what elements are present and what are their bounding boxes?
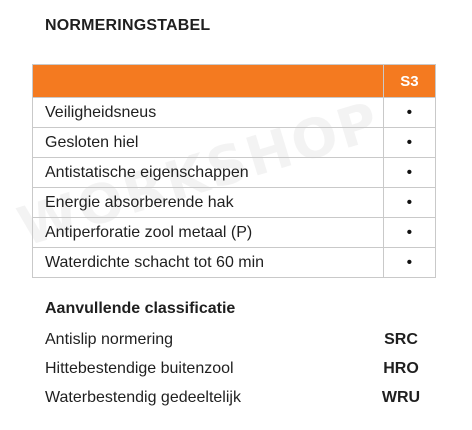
list-item	[45, 389, 435, 418]
item-label: Hittebestendige buitenzool	[45, 360, 234, 377]
additional-list	[45, 331, 435, 418]
row-mark: •	[383, 248, 435, 278]
list-item	[45, 331, 435, 360]
table-header-row	[33, 65, 436, 98]
table-row	[33, 218, 436, 248]
row-mark: •	[383, 158, 435, 188]
table-row	[33, 98, 436, 128]
row-label: Antistatische eigenschappen	[33, 158, 384, 188]
row-mark: •	[383, 98, 435, 128]
table-header-s3: S3	[383, 65, 435, 98]
item-code: HRO	[383, 360, 419, 377]
row-label: Waterdichte schacht tot 60 min	[33, 248, 384, 278]
item-code: SRC	[384, 331, 418, 348]
row-mark: •	[383, 188, 435, 218]
item-label: Waterbestendig gedeeltelijk	[45, 389, 241, 406]
table-row	[33, 128, 436, 158]
item-code: WRU	[381, 389, 421, 406]
table-row	[33, 158, 436, 188]
table-title: NORMERINGSTABEL	[45, 17, 211, 34]
item-label: Antislip normering	[45, 331, 174, 348]
list-item	[45, 360, 435, 389]
norm-table	[32, 64, 436, 278]
row-mark: •	[383, 218, 435, 248]
table-row	[33, 248, 436, 278]
row-label: Antiperforatie zool metaal (P)	[33, 218, 384, 248]
table-row	[33, 188, 436, 218]
row-label: Energie absorberende hak	[33, 188, 384, 218]
row-mark: •	[383, 128, 435, 158]
additional-title: Aanvullende classificatie	[45, 300, 236, 317]
row-label: Veiligheidsneus	[33, 98, 384, 128]
table-header-label	[33, 65, 384, 98]
row-label: Gesloten hiel	[33, 128, 384, 158]
